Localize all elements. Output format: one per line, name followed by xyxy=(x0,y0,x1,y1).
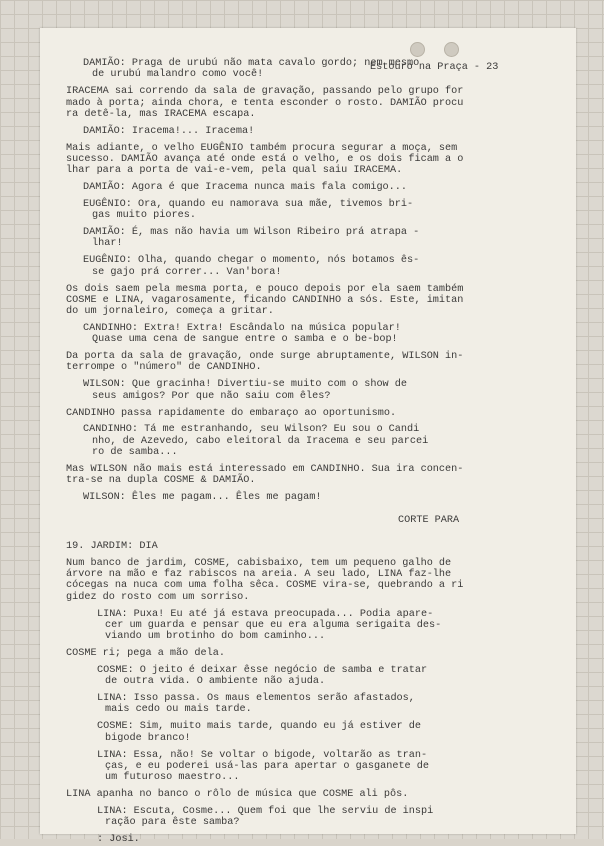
script-line: viando um brotinho do bom caminho... xyxy=(105,631,326,642)
script-line: : Josi. xyxy=(97,834,140,845)
script-line: do um jornaleiro, começa a gritar. xyxy=(66,306,274,317)
script-line: LINA: Essa, não! Se voltar o bigode, voltarão as tran- xyxy=(97,750,428,761)
script-line: tra-se na dupla COSME & DAMIÃO. xyxy=(66,475,256,486)
script-line: ração para êste samba? xyxy=(105,817,240,828)
script-line: seus amigos? Por que não saiu com êles? xyxy=(92,391,331,402)
script-line: IRACEMA sai correndo da sala de gravação, passando pelo grupo for xyxy=(66,86,464,97)
script-line: lhar! xyxy=(92,238,123,249)
script-line: mado à porta; ainda chora, e tenta esconder o rosto. DAMIÃO procu xyxy=(66,98,464,109)
script-line: COSME e LINA, vagarosamente, ficando CANDINHO a sós. Este, imitan xyxy=(66,295,464,306)
script-line: Num banco de jardim, COSME, cabisbaixo, tem um pequeno galho de xyxy=(66,558,452,569)
script-line: CANDINHO passa rapidamente do embaraço ao oportunismo. xyxy=(66,408,397,419)
script-line: DAMIÃO: Praga de urubú não mata cavalo gordo; nem mesmo xyxy=(83,58,420,69)
script-line: ra detê-la, mas IRACEMA escapa. xyxy=(66,109,256,120)
script-line: COSME ri; pega a mão dela. xyxy=(66,648,225,659)
script-line: LINA: Isso passa. Os maus elementos serão afastados, xyxy=(97,693,415,704)
script-line: DAMIÃO: Iracema!... Iracema! xyxy=(83,126,255,137)
script-line: Quase uma cena de sangue entre o samba e o be-bop! xyxy=(92,334,398,345)
script-line: ro de samba... xyxy=(92,447,178,458)
script-line: LINA apanha no banco o rôlo de música que COSME ali pôs. xyxy=(66,789,409,800)
script-line: LINA: Puxa! Eu até já estava preocupada... Podia apare- xyxy=(97,609,434,620)
script-line: mais cedo ou mais tarde. xyxy=(105,704,252,715)
script-line: árvore na mão e faz rabiscos na areia. A seu lado, LINA faz-lhe xyxy=(66,569,452,580)
script-line: EUGÊNIO: Olha, quando chegar o momento, nós botamos ês- xyxy=(83,255,420,266)
typescript-page xyxy=(40,28,576,845)
script-line: Da porta da sala de gravação, onde surge abruptamente, WILSON in- xyxy=(66,351,464,362)
script-line: cer um guarda e pensar que eu era alguma serigaita des- xyxy=(105,620,442,631)
punch-hole-left xyxy=(410,42,425,57)
script-line: WILSON: Que gracinha! Divertiu-se muito com o show de xyxy=(83,379,408,390)
script-line: ças, e eu poderei usá-las para apertar o gasganete de xyxy=(105,761,430,772)
punch-hole-right xyxy=(444,42,459,57)
script-line: COSME: Sim, muito mais tarde, quando eu já estiver de xyxy=(97,721,422,732)
script-line: sucesso. DAMIÃO avança até onde está o velho, e os dois ficam a o xyxy=(66,154,464,165)
script-line: COSME: O jeito é deixar êsse negócio de samba e tratar xyxy=(97,665,428,676)
script-line: cócegas na nuca com uma folha sêca. COSME vira-se, quebrando a ri xyxy=(66,580,464,591)
script-line: Mais adiante, o velho EUGÊNIO também procura segurar a moça, sem xyxy=(66,143,458,154)
script-line: 19. JARDIM: DIA xyxy=(66,541,158,552)
script-line: CANDINHO: Tá me estranhando, seu Wilson? Eu sou o Candi xyxy=(83,424,420,435)
script-line: EUGÊNIO: Ora, quando eu namorava sua mãe, tivemos bri- xyxy=(83,199,414,210)
script-line: um futuroso maestro... xyxy=(105,772,240,783)
script-line: bigode branco! xyxy=(105,733,191,744)
script-line: Mas WILSON não mais está interessado em CANDINHO. Sua ira concen- xyxy=(66,464,464,475)
script-line: Os dois saem pela mesma porta, e pouco depois por ela saem também xyxy=(66,284,464,295)
script-line: de urubú malandro como você! xyxy=(92,69,264,80)
script-line: terrompe o "número" de CANDINHO. xyxy=(66,362,262,373)
script-line: nho, de Azevedo, cabo eleitoral da Iracema e seu parcei xyxy=(92,436,429,447)
script-line: DAMIÃO: Agora é que Iracema nunca mais fala comigo... xyxy=(83,182,408,193)
script-line: se gajo prá correr... Van'bora! xyxy=(92,267,282,278)
script-line: gas muito piores. xyxy=(92,210,196,221)
script-line: lhar para a porta de vai-e-vem, pela qual saiu IRACEMA. xyxy=(66,165,403,176)
script-line: LINA: Escuta, Cosme... Quem foi que lhe serviu de inspi xyxy=(97,806,434,817)
script-line: de outra vida. O ambiente não ajuda. xyxy=(105,676,326,687)
script-line: gidez do rosto com um sorriso. xyxy=(66,592,250,603)
script-line: CORTE PARA xyxy=(398,515,460,526)
script-line: CANDINHO: Extra! Extra! Escândalo na música popular! xyxy=(83,323,401,334)
script-line: WILSON: Êles me pagam... Êles me pagam! xyxy=(83,492,322,503)
script-line: DAMIÃO: É, mas não havia um Wilson Ribeiro prá atrapa - xyxy=(83,227,420,238)
page-header: Estouro na Praça - 23 xyxy=(370,62,499,73)
